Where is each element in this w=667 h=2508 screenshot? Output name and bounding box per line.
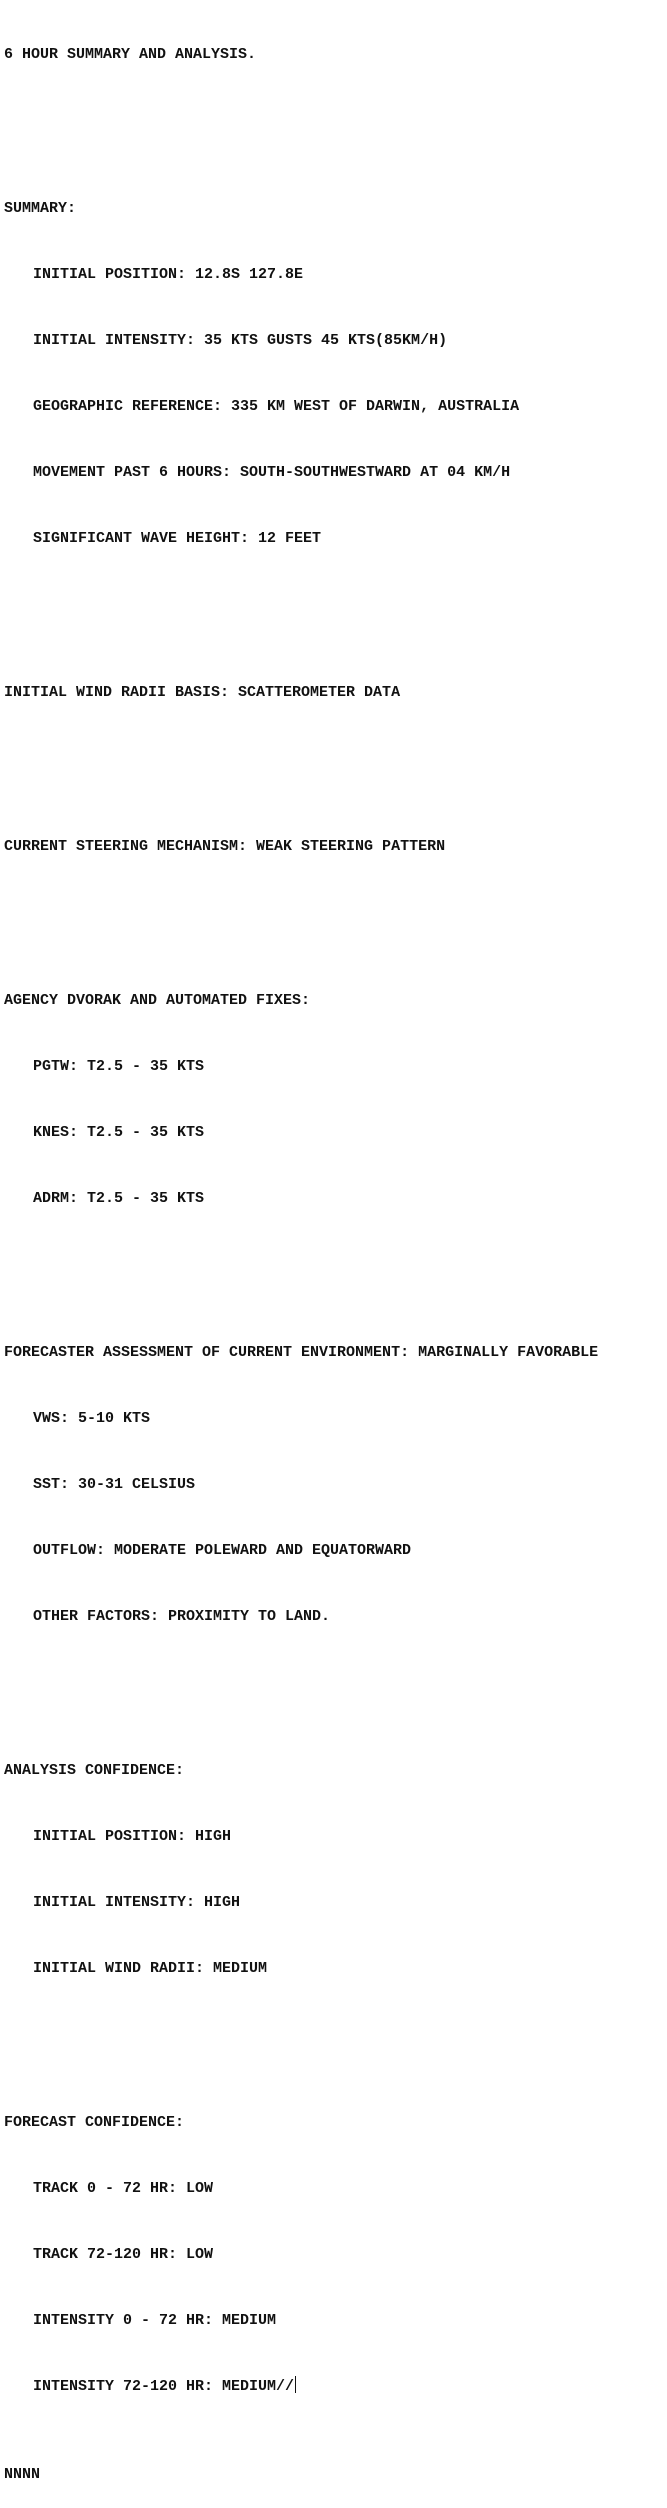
analysis-confidence-intensity: INITIAL INTENSITY: HIGH — [33, 1894, 241, 1911]
environment-sst: SST: 30-31 CELSIUS — [33, 1476, 196, 1493]
forecast-confidence-heading: FORECAST CONFIDENCE: — [4, 2114, 185, 2131]
summary-geographic-reference: GEOGRAPHIC REFERENCE: 335 KM WEST OF DARWIN, AUSTRALIA — [33, 398, 520, 415]
spacer — [4, 748, 598, 770]
forecast-confidence-track-72-120: TRACK 72-120 HR: LOW — [33, 2246, 214, 2263]
environment-heading: FORECASTER ASSESSMENT OF CURRENT ENVIRONMENT: MARGINALLY FAVORABLE — [4, 1344, 599, 1361]
wind-radii-basis: INITIAL WIND RADII BASIS: SCATTEROMETER DATA — [4, 684, 401, 701]
dvorak-fix-knes: KNES: T2.5 - 35 KTS — [33, 1124, 205, 1141]
document-title: 6 HOUR SUMMARY AND ANALYSIS. — [4, 46, 257, 63]
spacer — [4, 1254, 598, 1276]
environment-vws: VWS: 5-10 KTS — [33, 1410, 151, 1427]
spacer — [4, 594, 598, 616]
spacer — [4, 1672, 598, 1694]
analysis-confidence-heading: ANALYSIS CONFIDENCE: — [4, 1762, 185, 1779]
text-cursor — [295, 2376, 296, 2393]
analysis-confidence-position: INITIAL POSITION: HIGH — [33, 1828, 232, 1845]
environment-other-factors: OTHER FACTORS: PROXIMITY TO LAND. — [33, 1608, 331, 1625]
steering-mechanism: CURRENT STEERING MECHANISM: WEAK STEERING PATTERN — [4, 838, 446, 855]
spacer — [4, 110, 598, 132]
forecast-confidence-track-0-72: TRACK 0 - 72 HR: LOW — [33, 2180, 214, 2197]
dvorak-fix-adrm: ADRM: T2.5 - 35 KTS — [33, 1190, 205, 1207]
forecast-confidence-intensity-72-120: INTENSITY 72-120 HR: MEDIUM// — [33, 2378, 295, 2395]
summary-heading: SUMMARY: — [4, 200, 77, 217]
summary-wave-height: SIGNIFICANT WAVE HEIGHT: 12 FEET — [33, 530, 322, 547]
environment-outflow: OUTFLOW: MODERATE POLEWARD AND EQUATORWARD — [33, 1542, 412, 1559]
summary-initial-intensity: INITIAL INTENSITY: 35 KTS GUSTS 45 KTS(85KM/H) — [33, 332, 448, 349]
spacer — [4, 2024, 598, 2046]
summary-movement: MOVEMENT PAST 6 HOURS: SOUTH-SOUTHWESTWARD AT 04 KM/H — [33, 464, 511, 481]
end-marker: NNNN — [4, 2466, 41, 2483]
bulletin-document — [4, 0, 598, 2508]
spacer — [4, 902, 598, 924]
forecast-confidence-intensity-0-72: INTENSITY 0 - 72 HR: MEDIUM — [33, 2312, 277, 2329]
summary-initial-position: INITIAL POSITION: 12.8S 127.8E — [33, 266, 304, 283]
analysis-confidence-wind-radii: INITIAL WIND RADII: MEDIUM — [33, 1960, 268, 1977]
dvorak-heading: AGENCY DVORAK AND AUTOMATED FIXES: — [4, 992, 311, 1009]
forecast-confidence-intensity-72-120-row — [4, 2376, 598, 2398]
dvorak-fix-pgtw: PGTW: T2.5 - 35 KTS — [33, 1058, 205, 1075]
